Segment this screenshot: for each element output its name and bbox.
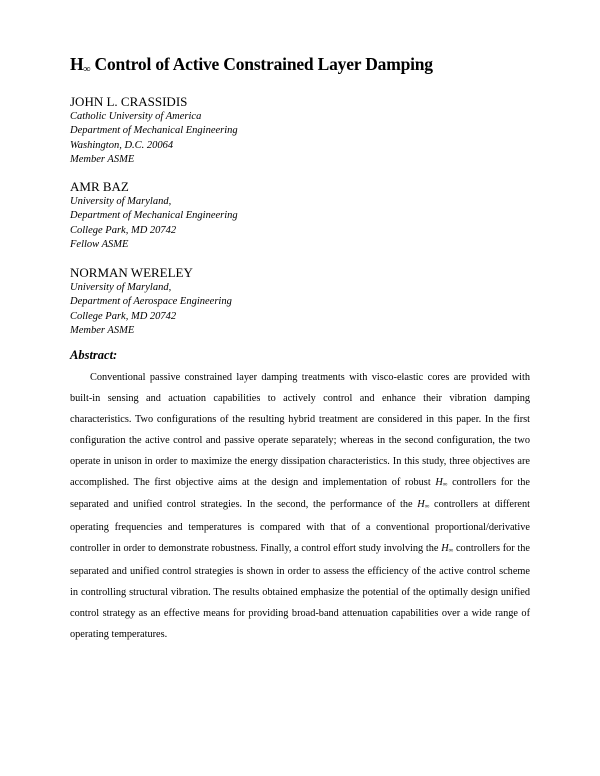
abstract-text-part: controllers for the separated and unified control strategies. In the second, the performance of the bbox=[70, 476, 531, 511]
author-affiliation-line: Fellow ASME bbox=[70, 238, 129, 250]
infinity-subscript: ∞ bbox=[442, 480, 448, 488]
author-block-3 bbox=[70, 265, 530, 338]
author-name: AMR BAZ bbox=[70, 179, 129, 194]
paper-title bbox=[70, 54, 550, 75]
abstract-text-part: controllers for the separated and unified control strategies is shown in order to assess the efficiency of the active control scheme in controlling structural vibration. The results obtained emphasize the potential of the optimally design unified control strategy as an effective means for providing broad-band attenuation capabilities over a wide range of operating temperatures. bbox=[70, 543, 530, 640]
author-affiliation-line: Catholic University of America bbox=[70, 111, 202, 122]
h-infinity-term bbox=[441, 543, 453, 554]
infinity-subscript: ∞ bbox=[424, 503, 430, 511]
author-affiliation-line: College Park, MD 20742 bbox=[70, 310, 177, 322]
author-name: JOHN L. CRASSIDIS bbox=[70, 94, 188, 109]
author-affiliation-line: Department of Mechanical Engineering bbox=[70, 125, 238, 137]
h-letter: H bbox=[441, 543, 449, 555]
author-affiliation-line: Washington, D.C. 20064 bbox=[70, 139, 174, 151]
h-infinity-term bbox=[417, 499, 429, 510]
infinity-subscript: ∞ bbox=[448, 547, 454, 555]
author-affiliation-line: College Park, MD 20742 bbox=[70, 224, 177, 236]
abstract-text bbox=[70, 368, 530, 646]
author-name: NORMAN WERELEY bbox=[70, 265, 193, 280]
abstract-text-part: controllers at different operating frequencies and temperatures is compared with that of a conventional proportional/derivative controller in order to demonstrate robustness. Finally, a control effort study involving the bbox=[70, 499, 530, 555]
author-affiliation-line: Department of Mechanical Engineering bbox=[70, 210, 238, 222]
h-letter: H bbox=[435, 476, 443, 488]
title-h: H bbox=[70, 54, 84, 74]
author-affiliation-line: Department of Aerospace Engineering bbox=[70, 296, 232, 308]
author-affiliation-line: Member ASME bbox=[70, 324, 135, 336]
h-infinity-term bbox=[435, 477, 447, 488]
author-affiliation-line: University of Maryland, bbox=[70, 282, 172, 293]
author-block-2 bbox=[70, 179, 530, 252]
author-affiliation-line: University of Maryland, bbox=[70, 196, 172, 207]
h-letter: H bbox=[417, 499, 425, 511]
abstract-text-part: Conventional passive constrained layer damping treatments with visco-elastic cores are provided with built-in sensing and actuation capabilities to actively control and enhance their vibration damping characteristics. Two configurations of the resulting hybrid treatment are considered in this paper. In the first configuration the active control and passive operate separately; whereas in the second configuration, the two operate in unison in order to maximize the energy dissipation characteristics. In this study, three objectives are accomplished. The first objective aims at the design and implementation of robust bbox=[70, 372, 530, 488]
title-text: Control of Active Constrained Layer Damping bbox=[90, 54, 433, 74]
author-block-1 bbox=[70, 94, 530, 167]
abstract-heading: Abstract: bbox=[70, 348, 118, 362]
title-infinity-subscript: ∞ bbox=[83, 64, 91, 75]
author-affiliation-line: Member ASME bbox=[70, 153, 135, 165]
